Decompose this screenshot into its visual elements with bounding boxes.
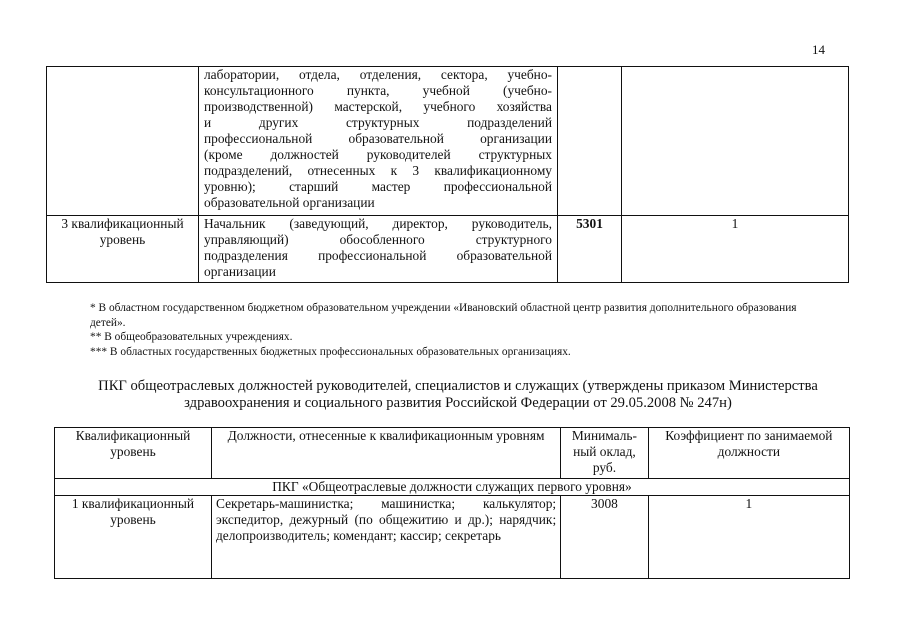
footnote: *** В областных государственных бюджетных профессиональных образовательных организациях. [90, 345, 571, 358]
description-line: уровню); старший мастер профессиональной [204, 179, 552, 194]
description-line: профессиональной образовательной организации [204, 131, 552, 146]
description-line: образовательной организации [204, 195, 375, 210]
description-line: производственной) мастерской, учебного хозяйства [204, 99, 552, 114]
salary-cell: 5301 [558, 216, 622, 283]
footnote: * В областном государственном бюджетном образовательном учреждении «Ивановский областной центр развития дополнительного образования детей». [90, 302, 797, 329]
description-cell [199, 67, 558, 216]
header-salary: Минималь-ный оклад, руб. [561, 428, 649, 479]
level-cell: 3 квалификационный уровень [47, 216, 199, 283]
header-positions: Должности, отнесенные к квалификационным уровням [211, 428, 560, 479]
level-cell [47, 67, 199, 216]
table-row [55, 496, 850, 579]
table-subheader-row [55, 479, 850, 496]
group-subheader: ПКГ «Общеотраслевые должности служащих первого уровня» [55, 479, 850, 496]
description-cell [199, 216, 558, 283]
description-line: лаборатории, отдела, отделения, сектора, учебно- [204, 67, 552, 82]
table-row [47, 67, 849, 216]
description-line: подразделений, отнесенных к 3 квалификационному [204, 163, 552, 178]
description-line: консультационного пункта, учебной (учебно- [204, 83, 552, 98]
positions-cell: Секретарь-машинистка; машинистка; калькулятор; экспедитор, дежурный (по общежитию и др.); нарядчик; делопроизводитель; комендант; кассир; секретарь [211, 496, 560, 579]
page-number: 14 [812, 42, 825, 57]
description-line: организации [204, 264, 276, 279]
general-positions-table [54, 427, 850, 579]
description-line: (кроме должностей руководителей структурных [204, 147, 552, 162]
coefficient-cell [622, 67, 849, 216]
description-line: и других структурных подразделений [204, 115, 552, 130]
table-row [47, 216, 849, 283]
footnote: ** В общеобразовательных учреждениях. [90, 331, 293, 343]
qualification-table-continued [46, 66, 849, 283]
salary-cell [558, 67, 622, 216]
level-cell: 1 квалификационный уровень [55, 496, 212, 579]
footnotes [90, 301, 830, 359]
coefficient-cell: 1 [622, 216, 849, 283]
header-level: Квалификационный уровень [55, 428, 212, 479]
header-coefficient: Коэффициент по занимаемой должности [648, 428, 849, 479]
description-line: Начальник (заведующий, директор, руководитель, [204, 216, 552, 231]
coefficient-cell: 1 [648, 496, 849, 579]
salary-cell: 3008 [561, 496, 649, 579]
description-line: управляющий) обособленного структурного [204, 232, 552, 247]
section-title: ПКГ общеотраслевых должностей руководителей, специалистов и служащих (утверждены приказом Министерства здравоохранения и социального развития Российской Федерации от 29.05.2008 № 247н) [98, 378, 818, 411]
table-header-row [55, 428, 850, 479]
description-line: подразделения профессиональной образовательной [204, 248, 552, 263]
